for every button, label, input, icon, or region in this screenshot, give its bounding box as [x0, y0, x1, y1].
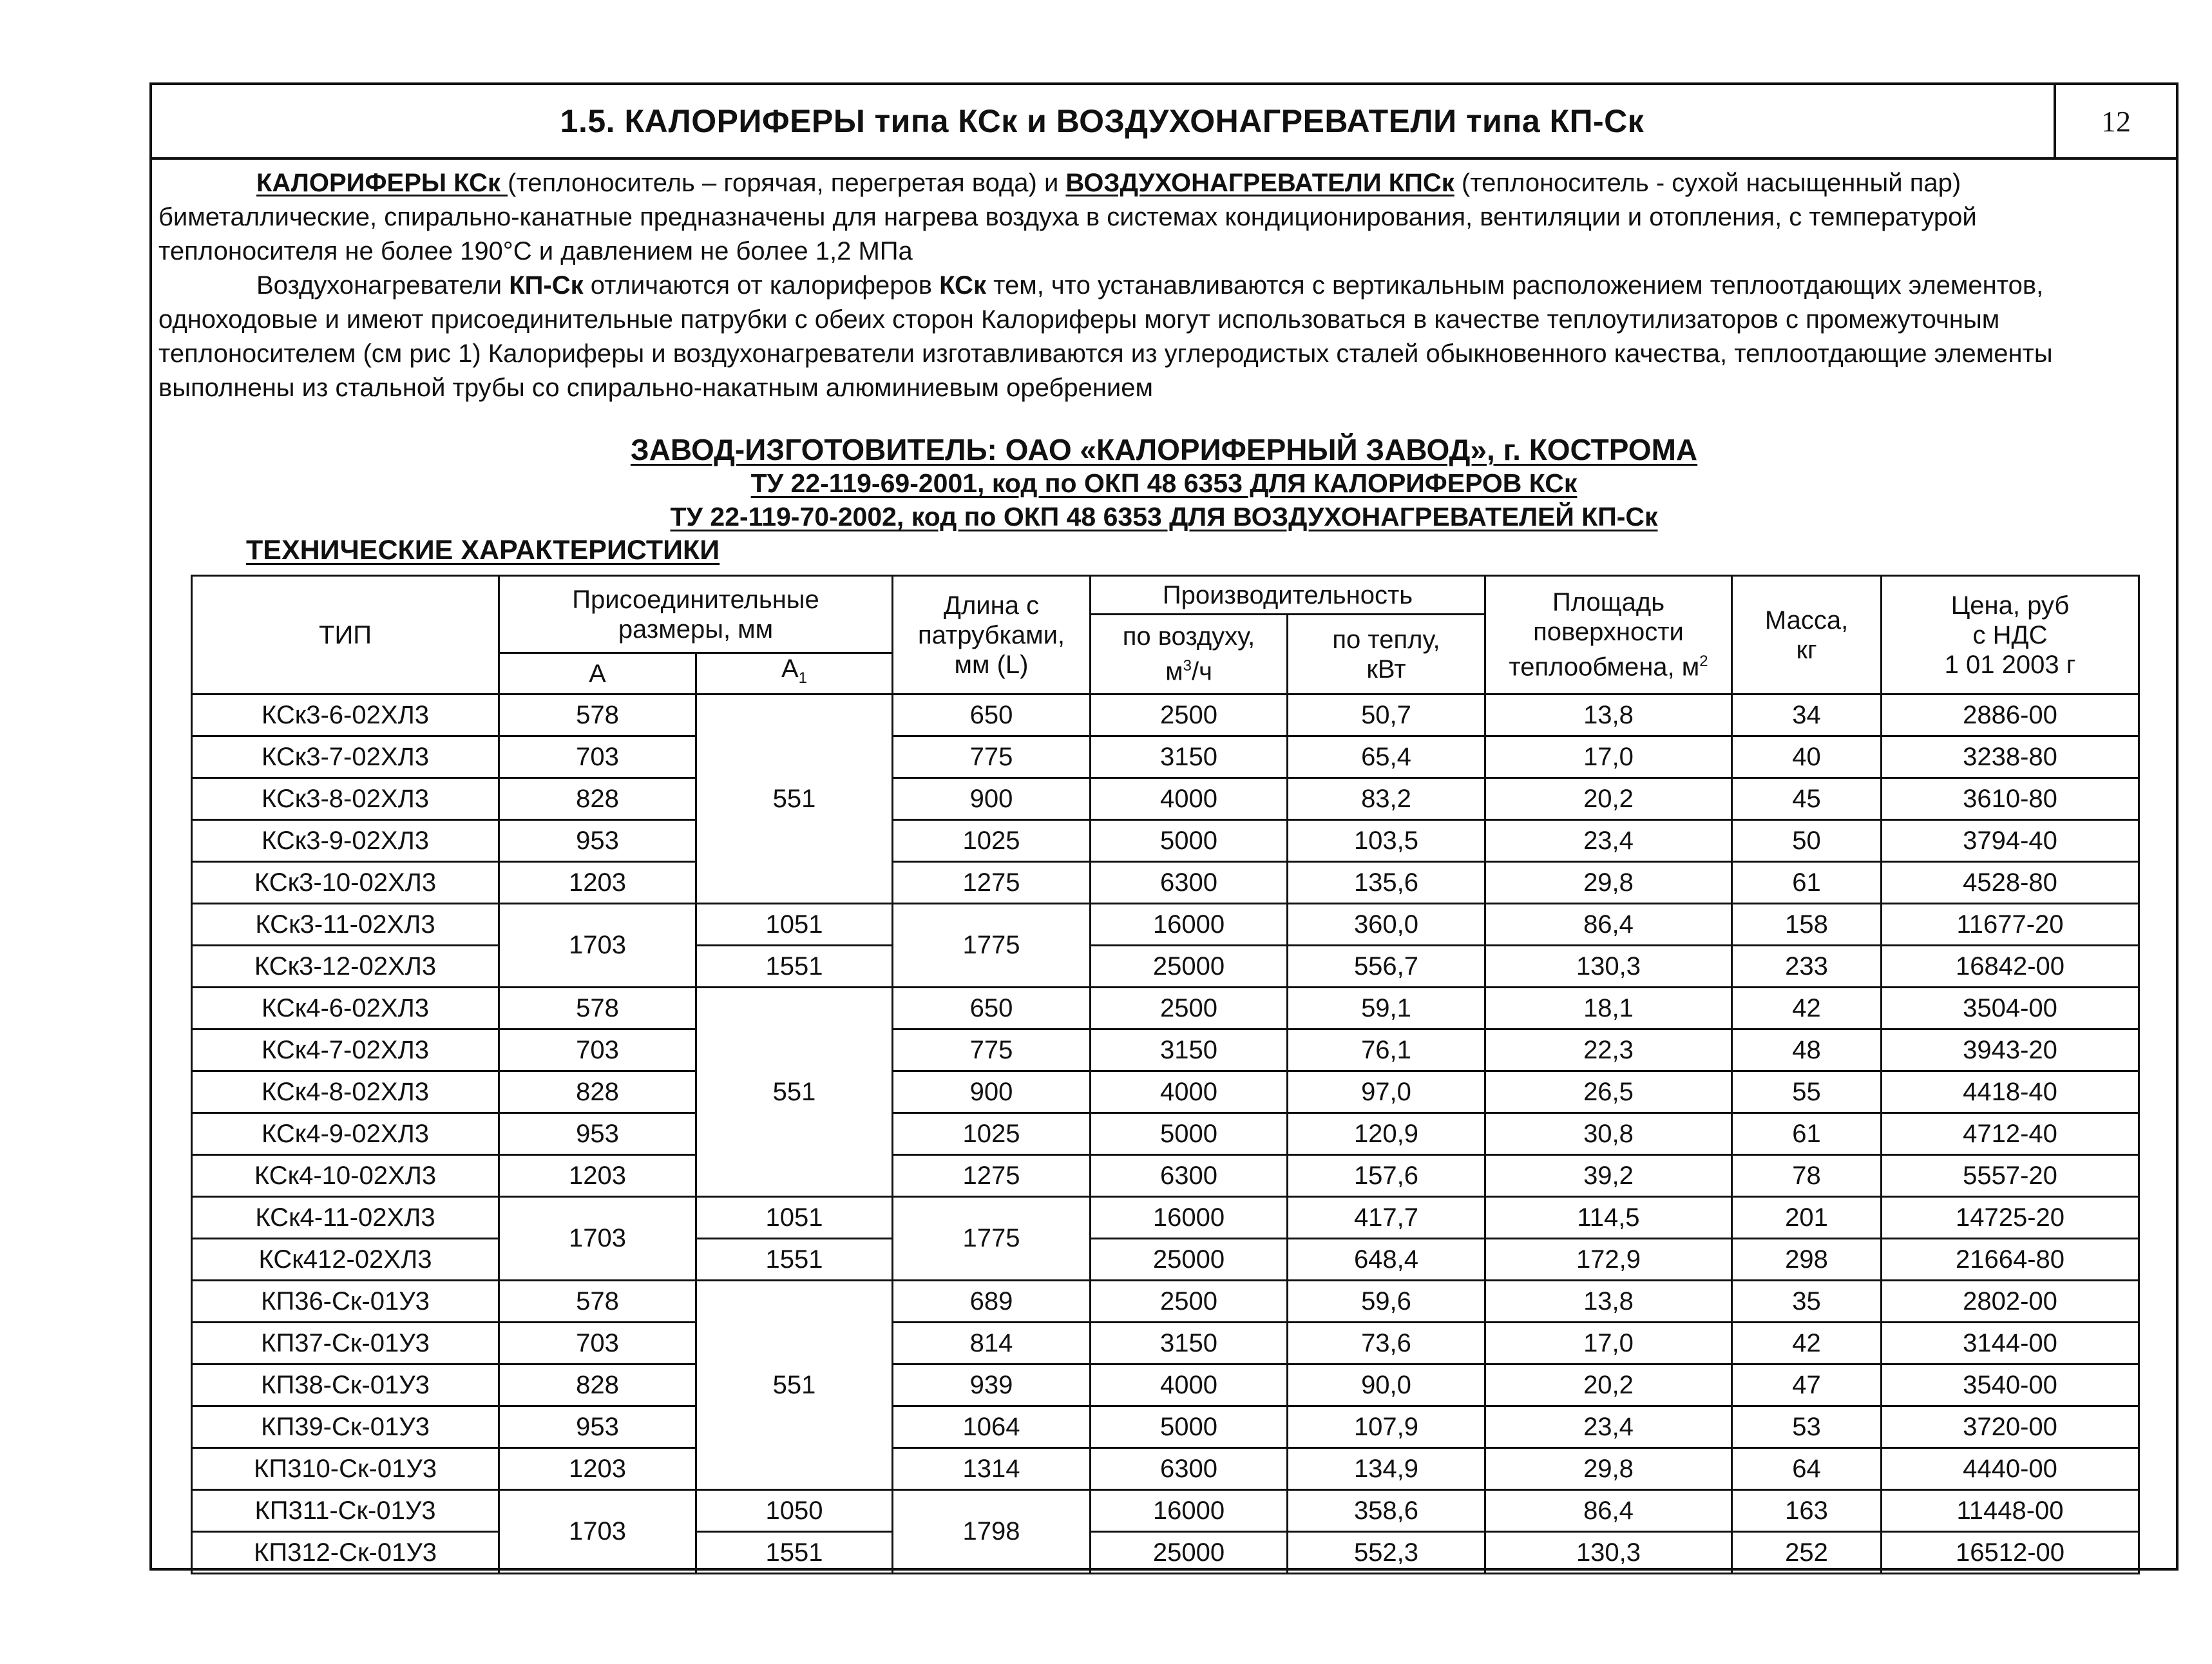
table-row	[192, 1113, 2139, 1155]
cell-type: КП37-Ск-01У3	[192, 1323, 499, 1364]
cell-area: 172,9	[1485, 1239, 1732, 1281]
cell-area: 17,0	[1485, 1323, 1732, 1364]
cell-air: 3150	[1091, 1029, 1288, 1071]
cell-area: 17,0	[1485, 736, 1732, 778]
cell-heat: 65,4	[1288, 736, 1485, 778]
cell-type: КП39-Ск-01У3	[192, 1406, 499, 1448]
cell-a: 1703	[499, 1490, 696, 1574]
cell-mass: 252	[1732, 1532, 1882, 1574]
cell-heat: 103,5	[1288, 820, 1485, 862]
cell-length: 1025	[893, 820, 1091, 862]
cell-area: 29,8	[1485, 862, 1732, 904]
header-text: мм (L)	[954, 650, 1029, 679]
cell-air: 4000	[1091, 778, 1288, 820]
header-text: м	[1165, 657, 1183, 686]
cell-type: КСк4-10-02ХЛ3	[192, 1155, 499, 1197]
intro-text	[158, 166, 2162, 405]
specs-table-body	[192, 694, 2139, 1574]
cell-area: 29,8	[1485, 1448, 1732, 1490]
cell-a1: 1051	[696, 904, 893, 946]
cell-length: 814	[893, 1323, 1091, 1364]
cell-price: 16512-00	[1882, 1532, 2139, 1574]
cell-a: 703	[499, 1323, 696, 1364]
cell-type: КСк4-9-02ХЛ3	[192, 1113, 499, 1155]
cell-heat: 59,6	[1288, 1281, 1485, 1323]
cell-type: КСк412-02ХЛ3	[192, 1239, 499, 1281]
cell-type: КП38-Ск-01У3	[192, 1364, 499, 1406]
header-sub: 1	[798, 669, 808, 687]
header-a1	[696, 653, 893, 694]
cell-area: 39,2	[1485, 1155, 1732, 1197]
cell-air: 6300	[1091, 1155, 1288, 1197]
cell-area: 86,4	[1485, 904, 1732, 946]
cell-length: 900	[893, 778, 1091, 820]
header-text: Длина с	[943, 591, 1040, 620]
cell-type: КП310-Ск-01У3	[192, 1448, 499, 1490]
cell-a: 703	[499, 1029, 696, 1071]
cell-a1: 551	[696, 988, 893, 1197]
header-air	[1091, 615, 1288, 694]
table-row	[192, 946, 2139, 988]
table-row	[192, 778, 2139, 820]
cell-mass: 40	[1732, 736, 1882, 778]
cell-air: 2500	[1091, 694, 1288, 736]
cell-type: КСк3-12-02ХЛ3	[192, 946, 499, 988]
cell-area: 22,3	[1485, 1029, 1732, 1071]
cell-price: 3144-00	[1882, 1323, 2139, 1364]
cell-area: 26,5	[1485, 1071, 1732, 1113]
cell-price: 4712-40	[1882, 1113, 2139, 1155]
cell-area: 13,8	[1485, 694, 1732, 736]
cell-length: 1775	[893, 1197, 1091, 1281]
header-text: кг	[1796, 635, 1817, 664]
cell-price: 4418-40	[1882, 1071, 2139, 1113]
cell-price: 14725-20	[1882, 1197, 2139, 1239]
cell-length: 775	[893, 736, 1091, 778]
cell-air: 2500	[1091, 988, 1288, 1029]
intro-text-segment: отличаются от калориферов	[583, 271, 940, 300]
cell-air: 6300	[1091, 862, 1288, 904]
term-kp-sk: КП-Ск	[509, 271, 584, 300]
header-price	[1882, 576, 2139, 694]
cell-length: 1775	[893, 904, 1091, 988]
cell-length: 1064	[893, 1406, 1091, 1448]
cell-mass: 233	[1732, 946, 1882, 988]
cell-price: 2802-00	[1882, 1281, 2139, 1323]
cell-a: 828	[499, 778, 696, 820]
cell-mass: 42	[1732, 1323, 1882, 1364]
term-vozdukhonagrevateli: ВОЗДУХОНАГРЕВАТЕЛИ КПСк	[1065, 169, 1454, 197]
header-text: теплообмена, м	[1509, 653, 1700, 682]
header-sup: 2	[1699, 653, 1708, 671]
table-row	[192, 1532, 2139, 1574]
cell-type: КП36-Ск-01У3	[192, 1281, 499, 1323]
cell-type: КСк4-11-02ХЛ3	[192, 1197, 499, 1239]
table-row	[192, 1490, 2139, 1532]
cell-heat: 50,7	[1288, 694, 1485, 736]
cell-price: 4528-80	[1882, 862, 2139, 904]
cell-air: 16000	[1091, 1197, 1288, 1239]
cell-mass: 158	[1732, 904, 1882, 946]
table-row	[192, 1197, 2139, 1239]
cell-heat: 135,6	[1288, 862, 1485, 904]
header-bar	[152, 85, 2176, 160]
cell-a: 1703	[499, 1197, 696, 1281]
cell-air: 3150	[1091, 736, 1288, 778]
cell-length: 689	[893, 1281, 1091, 1323]
cell-length: 900	[893, 1071, 1091, 1113]
cell-a: 578	[499, 1281, 696, 1323]
spec-line-kpsk: ТУ 22-119-70-2002, код по ОКП 48 6353 ДЛЯ ВОЗДУХОНАГРЕВАТЕЛЕЙ КП-Ск	[670, 502, 1658, 531]
cell-area: 86,4	[1485, 1490, 1732, 1532]
cell-length: 1314	[893, 1448, 1091, 1490]
cell-a: 1203	[499, 1448, 696, 1490]
cell-a: 828	[499, 1364, 696, 1406]
table-row	[192, 820, 2139, 862]
cell-air: 6300	[1091, 1448, 1288, 1490]
cell-air: 5000	[1091, 1113, 1288, 1155]
cell-area: 18,1	[1485, 988, 1732, 1029]
intro-text-segment: Воздухонагреватели	[256, 271, 510, 300]
cell-heat: 157,6	[1288, 1155, 1485, 1197]
cell-area: 20,2	[1485, 778, 1732, 820]
cell-type: КСк4-8-02ХЛ3	[192, 1071, 499, 1113]
cell-air: 25000	[1091, 1239, 1288, 1281]
cell-air: 2500	[1091, 1281, 1288, 1323]
page-title: 1.5. КАЛОРИФЕРЫ типа КСк и ВОЗДУХОНАГРЕВАТЕЛИ типа КП-Ск	[560, 103, 1645, 139]
term-kalorifery: КАЛОРИФЕРЫ КСк	[256, 169, 508, 197]
cell-price: 11677-20	[1882, 904, 2139, 946]
header-a: А	[499, 653, 696, 694]
table-row	[192, 1406, 2139, 1448]
manufacturer-block	[152, 433, 2176, 533]
cell-price: 3610-80	[1882, 778, 2139, 820]
header-performance: Производительность	[1091, 576, 1485, 615]
cell-heat: 90,0	[1288, 1364, 1485, 1406]
cell-mass: 50	[1732, 820, 1882, 862]
cell-length: 1798	[893, 1490, 1091, 1574]
cell-heat: 83,2	[1288, 778, 1485, 820]
table-row	[192, 1239, 2139, 1281]
cell-a: 828	[499, 1071, 696, 1113]
cell-price: 3540-00	[1882, 1364, 2139, 1406]
table-row	[192, 1155, 2139, 1197]
header-text: по теплу,	[1332, 625, 1440, 654]
cell-area: 130,3	[1485, 1532, 1732, 1574]
cell-mass: 45	[1732, 778, 1882, 820]
cell-length: 1275	[893, 1155, 1091, 1197]
cell-a: 578	[499, 988, 696, 1029]
cell-air: 4000	[1091, 1071, 1288, 1113]
cell-type: КСк3-6-02ХЛ3	[192, 694, 499, 736]
cell-a: 953	[499, 820, 696, 862]
cell-heat: 73,6	[1288, 1323, 1485, 1364]
cell-air: 16000	[1091, 1490, 1288, 1532]
cell-mass: 61	[1732, 1113, 1882, 1155]
table-row	[192, 862, 2139, 904]
cell-price: 3720-00	[1882, 1406, 2139, 1448]
cell-a: 953	[499, 1406, 696, 1448]
cell-type: КСк3-10-02ХЛ3	[192, 862, 499, 904]
cell-price: 3504-00	[1882, 988, 2139, 1029]
cell-length: 939	[893, 1364, 1091, 1406]
cell-a: 1703	[499, 904, 696, 988]
specs-table	[191, 575, 2140, 1574]
cell-area: 23,4	[1485, 1406, 1732, 1448]
cell-a1: 1551	[696, 1239, 893, 1281]
cell-heat: 556,7	[1288, 946, 1485, 988]
cell-type: КП312-Ск-01У3	[192, 1532, 499, 1574]
header-text: с НДС	[1972, 620, 2048, 649]
table-row	[192, 694, 2139, 736]
header-text: 1 01 2003 г	[1944, 650, 2076, 679]
cell-heat: 120,9	[1288, 1113, 1485, 1155]
cell-type: КСк4-6-02ХЛ3	[192, 988, 499, 1029]
header-text: Присоединительные	[572, 585, 819, 614]
header-heat	[1288, 615, 1485, 694]
cell-a: 703	[499, 736, 696, 778]
header-text: патрубками,	[917, 620, 1065, 649]
table-row	[192, 1029, 2139, 1071]
cell-a1: 1551	[696, 946, 893, 988]
cell-length: 1025	[893, 1113, 1091, 1155]
cell-air: 5000	[1091, 1406, 1288, 1448]
cell-a1: 1051	[696, 1197, 893, 1239]
cell-a: 1203	[499, 1155, 696, 1197]
cell-area: 20,2	[1485, 1364, 1732, 1406]
cell-price: 3238-80	[1882, 736, 2139, 778]
cell-a: 953	[499, 1113, 696, 1155]
cell-price: 21664-80	[1882, 1239, 2139, 1281]
cell-length: 650	[893, 988, 1091, 1029]
cell-length: 650	[893, 694, 1091, 736]
header-text: Масса,	[1764, 606, 1849, 635]
cell-heat: 417,7	[1288, 1197, 1485, 1239]
header-text: А	[781, 655, 799, 683]
cell-mass: 201	[1732, 1197, 1882, 1239]
spec-line-ksk: ТУ 22-119-69-2001, код по ОКП 48 6353 ДЛЯ КАЛОРИФЕРОВ КСк	[750, 468, 1578, 498]
cell-air: 16000	[1091, 904, 1288, 946]
cell-mass: 61	[1732, 862, 1882, 904]
cell-a: 1203	[499, 862, 696, 904]
cell-area: 30,8	[1485, 1113, 1732, 1155]
cell-price: 3943-20	[1882, 1029, 2139, 1071]
page-frame	[149, 82, 2179, 1571]
intro-text-segment: (теплоноситель - сухой насыщенный пар) биметаллические, спирально-канатные предназначены для нагрева воздуха в системах кондиционирования, вентиляции и отопления, с температурой теплоносителя не более 190°С и давлением не более 1,2 МПа	[158, 169, 1977, 265]
table-row	[192, 988, 2139, 1029]
cell-price: 16842-00	[1882, 946, 2139, 988]
header-type: ТИП	[192, 576, 499, 694]
header-text: по воздуху,	[1122, 622, 1255, 651]
cell-mass: 53	[1732, 1406, 1882, 1448]
cell-heat: 76,1	[1288, 1029, 1485, 1071]
cell-air: 25000	[1091, 1532, 1288, 1574]
intro-text-segment: (теплоноситель – горячая, перегретая вода) и	[508, 169, 1066, 197]
cell-type: КСк4-7-02ХЛ3	[192, 1029, 499, 1071]
cell-type: КСк3-7-02ХЛ3	[192, 736, 499, 778]
cell-mass: 78	[1732, 1155, 1882, 1197]
section-heading: ТЕХНИЧЕСКИЕ ХАРАКТЕРИСТИКИ	[246, 535, 720, 566]
cell-heat: 648,4	[1288, 1239, 1485, 1281]
cell-area: 23,4	[1485, 820, 1732, 862]
cell-mass: 42	[1732, 988, 1882, 1029]
header-text: Цена, руб	[1950, 591, 2070, 620]
table-row	[192, 904, 2139, 946]
header-text: Площадь	[1552, 588, 1665, 617]
cell-a1: 1551	[696, 1532, 893, 1574]
header-connection	[499, 576, 893, 653]
cell-heat: 552,3	[1288, 1532, 1485, 1574]
intro-paragraph-1	[158, 166, 2162, 269]
cell-mass: 35	[1732, 1281, 1882, 1323]
cell-air: 5000	[1091, 820, 1288, 862]
cell-type: КП311-Ск-01У3	[192, 1490, 499, 1532]
cell-a1: 551	[696, 694, 893, 904]
cell-length: 775	[893, 1029, 1091, 1071]
cell-heat: 360,0	[1288, 904, 1485, 946]
cell-price: 2886-00	[1882, 694, 2139, 736]
cell-a: 578	[499, 694, 696, 736]
cell-length: 1275	[893, 862, 1091, 904]
cell-mass: 47	[1732, 1364, 1882, 1406]
header-length	[893, 576, 1091, 694]
cell-area: 130,3	[1485, 946, 1732, 988]
cell-area: 13,8	[1485, 1281, 1732, 1323]
cell-type: КСк3-9-02ХЛ3	[192, 820, 499, 862]
cell-heat: 97,0	[1288, 1071, 1485, 1113]
cell-air: 3150	[1091, 1323, 1288, 1364]
cell-heat: 59,1	[1288, 988, 1485, 1029]
manufacturer-line: ЗАВОД-ИЗГОТОВИТЕЛЬ: ОАО «КАЛОРИФЕРНЫЙ ЗАВОД», г. КОСТРОМА	[630, 433, 1698, 466]
cell-heat: 134,9	[1288, 1448, 1485, 1490]
table-row	[192, 1448, 2139, 1490]
cell-price: 3794-40	[1882, 820, 2139, 862]
cell-type: КСк3-8-02ХЛ3	[192, 778, 499, 820]
table-row	[192, 1364, 2139, 1406]
term-ksk: КСк	[939, 271, 986, 300]
page-number: 12	[2054, 85, 2176, 157]
cell-heat: 358,6	[1288, 1490, 1485, 1532]
table-row	[192, 736, 2139, 778]
cell-mass: 64	[1732, 1448, 1882, 1490]
header-text: /ч	[1191, 657, 1212, 686]
table-row	[192, 1281, 2139, 1323]
header-text: поверхности	[1533, 618, 1684, 647]
cell-type: КСк3-11-02ХЛ3	[192, 904, 499, 946]
cell-mass: 34	[1732, 694, 1882, 736]
cell-mass: 163	[1732, 1490, 1882, 1532]
cell-price: 11448-00	[1882, 1490, 2139, 1532]
cell-mass: 55	[1732, 1071, 1882, 1113]
cell-price: 4440-00	[1882, 1448, 2139, 1490]
header-text: размеры, мм	[618, 615, 774, 644]
header-text: кВт	[1366, 655, 1406, 684]
cell-a1: 551	[696, 1281, 893, 1490]
cell-air: 25000	[1091, 946, 1288, 988]
table-row	[192, 1323, 2139, 1364]
cell-area: 114,5	[1485, 1197, 1732, 1239]
header-area	[1485, 576, 1732, 694]
intro-text-segment: тем, что устанавливаются с вертикальным расположением теплоотдающих элементов, одноходовые и имеют присоединительные патрубки с обеих сторон Калориферы могут использоваться в качестве теплоутилизаторов с промежуточным теплоносителем (см рис 1) Калориферы и воздухонагреватели изготавливаются из углеродистых сталей обыкновенного качества, теплоотдающие элементы выполнены из стальной трубы со спирально-накатным алюминиевым оребрением	[158, 271, 2053, 402]
cell-price: 5557-20	[1882, 1155, 2139, 1197]
cell-a1: 1050	[696, 1490, 893, 1532]
cell-mass: 48	[1732, 1029, 1882, 1071]
header-sup: 3	[1183, 657, 1192, 675]
intro-paragraph-2	[158, 269, 2162, 405]
table-row	[192, 1071, 2139, 1113]
cell-air: 4000	[1091, 1364, 1288, 1406]
header-mass	[1732, 576, 1882, 694]
cell-heat: 107,9	[1288, 1406, 1485, 1448]
cell-mass: 298	[1732, 1239, 1882, 1281]
